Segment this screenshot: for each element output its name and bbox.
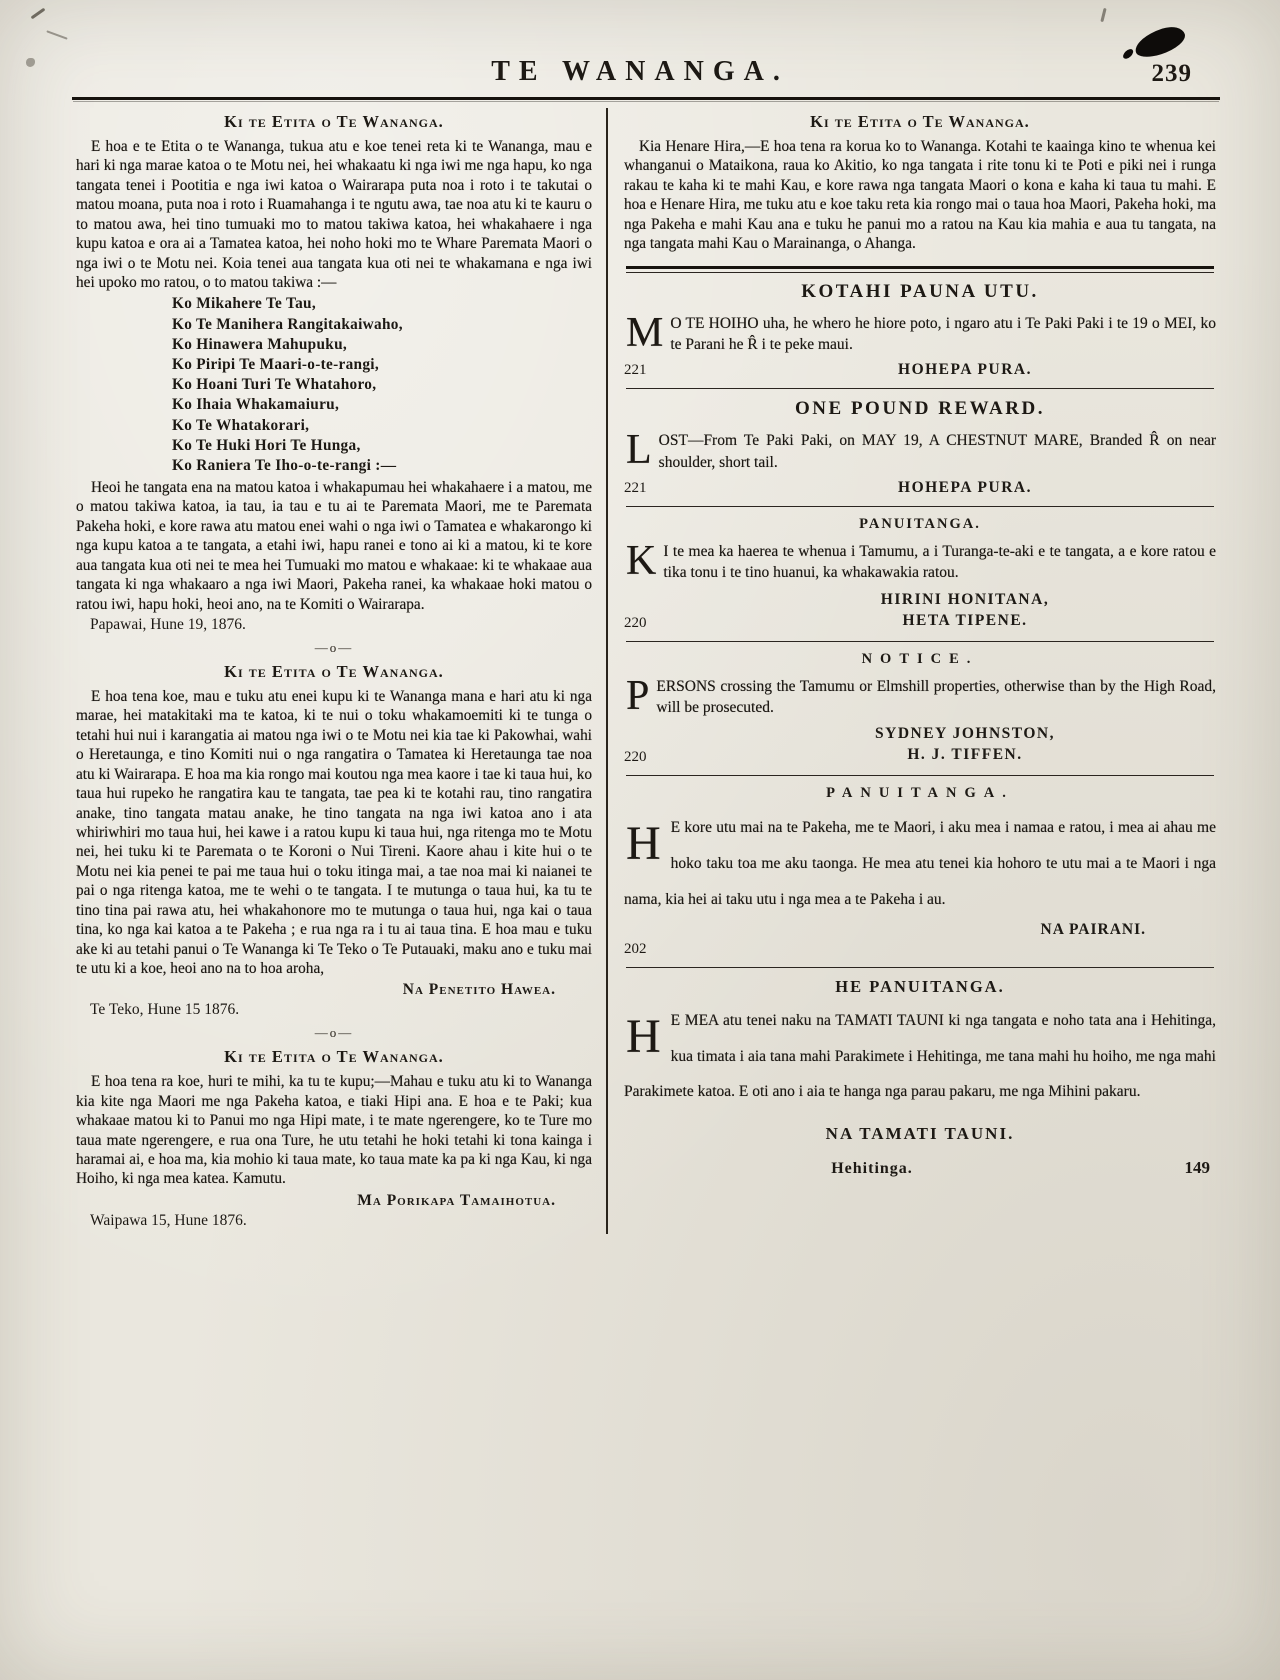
ad-number: 220 [624, 749, 647, 766]
section-rule [626, 641, 1214, 642]
ad-heading: KOTAHI PAUNA UTU. [801, 280, 1039, 302]
ad-signature: HIRINI HONITANA, [880, 590, 1050, 608]
letter-to-editor-2 [76, 662, 592, 1019]
letter-heading: Ki te Etita o Te Wananga. [810, 112, 1030, 131]
ad-body [624, 430, 1216, 473]
ad-number: 220 [624, 614, 647, 631]
drop-cap: H [626, 817, 661, 871]
pencil-mark [46, 30, 67, 39]
newspaper-title: TE WANANGA. [491, 56, 789, 87]
ad-place: Hehitinga. [831, 1160, 913, 1178]
ad-number: 221 [624, 362, 647, 379]
dateline: Waipawa 15, Hune 1876. [90, 1211, 247, 1229]
section-separator: —o— [314, 640, 354, 656]
letter-body: E hoa tena koe, mau e tuku atu enei kupu ki te Wananga mana e hari atu ki nga marae, hei matakitaki ma te katoa, ki te nui o toku whakamoemiti ki te tunga o tetahi hui nui i karangatia ai matou nga iwi o te Motu nei kia tae ki Pakowhai, wahi o Heretaunga, e tino Komiti nui o nga rangatira o Tamatea ki Heretaunga tae noa atu ki Wairarapa. E hoa ma kia rongo mai koutou nga mea kaore i tae ki taua hui, ko taua hui rupeko he rangatira kau te tangata, tae pea ki te kotahi rau, tino rangatira anake, tino tangata matau anake, he tino tangata na nga iwi katoa ano i ata whiriwhiri mo taua hui, hei kawe i a ratou kupu ki taua hui, nga ritenga mo te Motu nei, hei tuku ki te Paremata o te Koroni o Nui Tireni. Kaore ahau i kite hui o te Motu nei kia penei te pai me taua hui o toku itinga mai, a tae noa mai ki naianei te pai o nga ritenga katoa, me te wehi o te tangata. I te mutunga o taua hui, ka tu te tino tina pai rawa atu, hei whakahonore mo te mutunga o taua hui, nga kai o taua tina, ko nga kai katoa a te Pakeha ; e rua nga ra i tu ai taua tina. E hoa mau e tuku ake ki au tetahi panui o Te Wananga ki Te Teko o Te Putauaki, maku ano e tuku mai te utu ki a koe, heoi ano na to hoa aroha, [76, 688, 592, 977]
page-number: 239 [1151, 60, 1192, 87]
ad-heading: PANUITANGA. [826, 785, 1014, 802]
letter-to-editor-3 [76, 1047, 592, 1230]
letter-to-editor-1 [76, 112, 592, 634]
delegate-name: Ko Te Whatakorari, [172, 416, 310, 434]
dateline: Te Teko, Hune 15 1876. [90, 1001, 240, 1019]
page-columns [76, 108, 1216, 1234]
pencil-mark [1100, 8, 1106, 22]
drop-cap: H [626, 1010, 661, 1064]
delegate-name: Ko Mikahere Te Tau, [172, 295, 316, 313]
ad-signatures [714, 724, 1216, 766]
masthead-rule [72, 97, 1220, 100]
right-column [608, 108, 1216, 1234]
dateline: Papawai, Hune 19, 1876. [90, 616, 246, 634]
ad-text: E kore utu mai na te Pakeha, me te Maori, i aku mea i namaa e ratou, i mea ai ahau me hoko taku toa me aku taonga. He mea atu tenei kia hohoro te utu mai a te Maori i nga nama, kia hei ai taku utu i nga mea a te Pakeha i au. [624, 819, 1216, 908]
ad-heading: HE PANUITANGA. [835, 977, 1005, 997]
ad-panuitanga-trespass [624, 516, 1216, 632]
left-column [76, 108, 606, 1234]
ad-signature-row [624, 590, 1216, 632]
section-rule [626, 775, 1214, 776]
letter-signature: Ma Porikapa Tamaihotua. [357, 1191, 556, 1209]
ad-signature: NA TAMATI TAUNI. [825, 1124, 1015, 1144]
ad-signature-row [624, 724, 1216, 766]
ad-signature: H. J. TIFFEN. [907, 746, 1023, 764]
delegate-name: Ko Raniera Te Iho-o-te-rangi :— [172, 456, 397, 474]
ad-body [624, 1003, 1216, 1110]
ad-number: 149 [1184, 1158, 1210, 1178]
delegate-name: Ko Te Manihera Rangitakaiwaho, [172, 315, 403, 333]
delegate-name: Ko Hinawera Mahupuku, [172, 335, 348, 353]
ad-heading: PANUITANGA. [859, 516, 981, 533]
section-rule [626, 388, 1214, 389]
letter-heading: Ki te Etita o Te Wananga. [224, 662, 444, 682]
ad-body [624, 541, 1216, 584]
ad-one-pound-reward [624, 398, 1216, 497]
ad-body [624, 676, 1216, 719]
ad-signature: HETA TIPENE. [902, 611, 1028, 629]
ad-body [624, 810, 1216, 917]
letter-body: Heoi he tangata ena na matou katoa i whakapumau hei whakahaere i a matou, me o matou takiwa katoa, ia tau, ia tau e tu ai te Paremata Maori, me te Paremata Pakeha hoki, e kore rawa atu matou enei wahi o nga iwi o Tamatea e whakarongo ki nga kupu katoa a te tangata, a etahi iwi, hapu ranei e tono ai ki a matou, ki te kore aua tangata kua oti nei te mea hei Tumuaki mo matou e whakaae: ki te whakaae aua tangata ki nga whakaaro a nga iwi Maori, Pakeha ranei, ka whakaae hoki matou o ratou iwi, hapu hoki, heoi ano, na te Komiti o Wairarapa. [76, 479, 592, 613]
drop-cap: M [626, 312, 664, 356]
ad-notice-trespass [624, 651, 1216, 767]
section-rule [626, 506, 1214, 507]
ad-number: 221 [624, 480, 647, 497]
ad-text: OST—From Te Paki Paki, on MAY 19, A CHESTNUT MARE, Branded R̂ on near shoulder, short tail. [658, 432, 1216, 471]
ad-heading: ONE POUND REWARD. [795, 398, 1045, 420]
ad-signature: SYDNEY JOHNSTON, [875, 725, 1055, 743]
ad-signature: HOHEPA PURA. [898, 361, 1032, 379]
section-rule [626, 266, 1214, 273]
section-separator: —o— [314, 1025, 354, 1041]
ad-signature-row [624, 479, 1216, 497]
ad-kotahi-pauna-utu [624, 281, 1216, 380]
ad-text: O TE HOIHO uha, he whero he hiore poto, i ngaro atu i Te Paki Paki i te 19 o MEI, ko te Parani he R̂ i te peke maui. [670, 314, 1216, 353]
ad-signature: NA PAIRANI. [1040, 921, 1146, 939]
ad-text: E MEA atu tenei naku na TAMATI TAUNI ki nga tangata e noho tata ana i Hehitinga, kua timata i aia tana mahi Parakimete i Hehitinga, me tana mahi hu hoiho, me nga mahi Parakimete katoa. E oti ano i aia te hanga nga parau pakaru, me nga Mihini pakaru. [624, 1012, 1216, 1101]
ad-body [624, 313, 1216, 356]
delegate-name: Ko Te Huki Hori Te Hunga, [172, 436, 361, 454]
delegate-name: Ko Ihaia Whakamaiuru, [172, 396, 340, 414]
ad-he-panuitanga-blacksmith [624, 977, 1216, 1178]
ad-signature: HOHEPA PURA. [898, 479, 1032, 497]
delegate-name: Ko Hoani Turi Te Whatahoro, [172, 376, 377, 394]
ad-text: ERSONS crossing the Tamumu or Elmshill properties, otherwise than by the High Road, will be prosecuted. [656, 677, 1216, 716]
letter-body: E hoa tena ra koe, huri te mihi, ka tu te kupu;—Mahau e tuku atu ki to Wananga kia kite nga Maori me nga Pakeha katoa, e tiaki Hipi ana. E hoa e te Paki; kua whakaae matou ki to Panui mo nga Hipi mate, i te mate ngerengere, ko te Ture mo taua mate ngerengere, e rua ona Ture, he utu tetahi he hoki tetahi ki tona kainga i haramai ai, e hoa ma, kia mohio ki taua mate, ko taua mate ka pa ki nga Kau, ki nga Hoiho, ki nga mea katea. Kamutu. [76, 1073, 592, 1188]
ad-panuitanga-store [624, 785, 1216, 958]
ad-signatures [714, 590, 1216, 632]
ad-signature-row [624, 361, 1216, 379]
letter-body: Kia Henare Hira,—E hoa tena ra korua ko to Wananga. Kotahi te kaainga kino te whenua kei whanganui o Mataikona, raua ko Akitio, ko nga tangata i rite tonu ki te Poti e piki nei i runga rakau te kaha ki te mahi Kau, e kore rawa nga tangata Maori o kona e kaha ki taua tu mahi. E hoa e Henare Hira, me tuku atu e koe taku reta kia rongo mai o taua hoa Maori, Pakeha hoki, ma nga Pakeha e mahi Kau ana e tuku he panui mo a ratou na Kau kia mahia e aua tu tangata, na nga tangata mahi Kau o Marainanga, o Ahanga. [624, 138, 1216, 253]
delegate-names-list [172, 294, 592, 476]
ad-footer-row [624, 1158, 1216, 1178]
pencil-mark [31, 8, 46, 20]
letter-signature: Na Penetito Hawea. [402, 981, 556, 999]
letter-heading: Ki te Etita o Te Wananga. [224, 112, 444, 131]
delegate-name: Ko Piripi Te Maari-o-te-rangi, [172, 355, 379, 373]
drop-cap: L [626, 430, 652, 474]
letter-body: E hoa e te Etita o te Wananga, tukua atu e koe tenei reta ki te Wananga, mau e hari ki nga marae katoa o te Motu nei, hei whakaatu ki nga iwi me nga hapu, ko nga tangata tenei i Pootitia e nga iwi katoa o Wairarapa puta noa i roto i te takutai o matou moana, puta noa i roto i Ruamahanga i te ngutu awa, tae noa atu ki te kauru o to matou awa, hei tino tumuaki mo to matou takiwa katoa, hei whakahaere i nga kupu katoa e ora ai a Tamatea katoa, hei noho hoki mo te Whare Paremata Maori o nga iwi o te Motu nei. Koia tenei aua tangata kua oti nei te whakamana e nga iwi hei upoko mo ratou, o to matou takiwa :— [76, 138, 592, 291]
ad-heading: NOTICE. [861, 650, 979, 667]
section-rule [626, 967, 1214, 968]
ad-text: I te mea ka haerea te whenua i Tamumu, a i Turanga-te-aki e te tangata, a e kore ratou e tika tonu i te tino huanui, ka whakawakia ratou. [663, 543, 1216, 582]
ad-number: 202 [624, 941, 647, 958]
letter-heading: Ki te Etita o Te Wananga. [224, 1047, 444, 1067]
letter-to-editor-4 [624, 112, 1216, 254]
drop-cap: P [626, 675, 650, 719]
drop-cap: K [626, 541, 657, 584]
